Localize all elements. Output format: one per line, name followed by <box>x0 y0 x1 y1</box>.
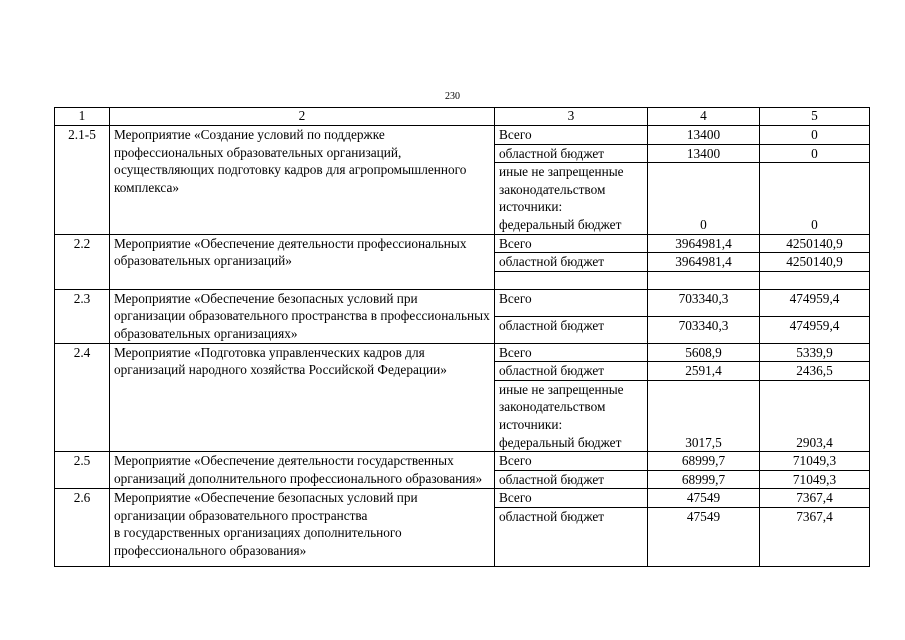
table-row <box>55 289 870 316</box>
value-col-4: 703340,3 <box>648 289 760 316</box>
value-col-4: 13400 <box>648 126 760 145</box>
value-col-4: 68999,7 <box>648 470 760 489</box>
funding-source: областной бюджет <box>495 316 648 343</box>
value-col-5: 7367,4 <box>760 489 870 508</box>
row-number: 2.4 <box>55 343 110 452</box>
measure-name: Мероприятие «Обеспечение деятельности профессиональных образовательных организаций» <box>110 234 495 289</box>
table-body <box>55 126 870 567</box>
value-col-5: 2903,4 <box>760 380 870 451</box>
header-col-2: 2 <box>110 108 495 126</box>
funding-source: Всего <box>495 489 648 508</box>
row-number: 2.6 <box>55 489 110 567</box>
funding-source: областной бюджет <box>495 362 648 381</box>
measure-name: Мероприятие «Подготовка управленческих кадров для организаций народного хозяйства Российской Федерации» <box>110 343 495 452</box>
value-col-5: 5339,9 <box>760 343 870 362</box>
funding-source: Всего <box>495 126 648 145</box>
budget-table <box>54 107 870 567</box>
table-row <box>55 343 870 362</box>
funding-source: областной бюджет <box>495 253 648 272</box>
value-col-5: 0 <box>760 126 870 145</box>
header-col-3: 3 <box>495 108 648 126</box>
value-col-5: 7367,4 <box>760 507 870 566</box>
value-col-5: 2436,5 <box>760 362 870 381</box>
measure-name: Мероприятие «Обеспечение безопасных условий при организации образовательного пространства в профессиональных образовательных организациях» <box>110 289 495 343</box>
row-number: 2.2 <box>55 234 110 289</box>
funding-source: областной бюджет <box>495 507 648 566</box>
table-row <box>55 126 870 145</box>
header-row <box>55 108 870 126</box>
empty-cell <box>495 271 648 289</box>
row-number: 2.5 <box>55 452 110 489</box>
header-col-5: 5 <box>760 108 870 126</box>
value-col-5: 0 <box>760 163 870 234</box>
value-col-4: 5608,9 <box>648 343 760 362</box>
row-number: 2.1-5 <box>55 126 110 235</box>
header-col-4: 4 <box>648 108 760 126</box>
value-col-5: 4250140,9 <box>760 253 870 272</box>
funding-source: областной бюджет <box>495 144 648 163</box>
header-col-1: 1 <box>55 108 110 126</box>
value-col-4: 47549 <box>648 489 760 508</box>
value-col-4: 3964981,4 <box>648 253 760 272</box>
value-col-4: 0 <box>648 163 760 234</box>
value-col-4: 68999,7 <box>648 452 760 471</box>
table-row <box>55 234 870 253</box>
value-col-4: 2591,4 <box>648 362 760 381</box>
funding-source: иные не запрещенные законодательством источники: федеральный бюджет <box>495 163 648 234</box>
row-number: 2.3 <box>55 289 110 343</box>
funding-source: Всего <box>495 343 648 362</box>
empty-cell <box>648 271 760 289</box>
value-col-4: 3017,5 <box>648 380 760 451</box>
empty-cell <box>760 271 870 289</box>
measure-name: Мероприятие «Обеспечение безопасных условий при организации образовательного пространства в государственных организациях дополнительного профессионального образования» <box>110 489 495 567</box>
funding-source: Всего <box>495 234 648 253</box>
measure-name: Мероприятие «Обеспечение деятельности государственных организаций дополнительного профессионального образования» <box>110 452 495 489</box>
table-row <box>55 489 870 508</box>
funding-source: Всего <box>495 289 648 316</box>
value-col-4: 3964981,4 <box>648 234 760 253</box>
value-col-5: 71049,3 <box>760 452 870 471</box>
value-col-5: 474959,4 <box>760 316 870 343</box>
value-col-5: 474959,4 <box>760 289 870 316</box>
value-col-4: 13400 <box>648 144 760 163</box>
funding-source: областной бюджет <box>495 470 648 489</box>
measure-name: Мероприятие «Создание условий по поддержке профессиональных образовательных организаций, осуществляющих подготовку кадров для агропромышленного комплекса» <box>110 126 495 235</box>
page-number: 230 <box>445 91 460 102</box>
value-col-4: 703340,3 <box>648 316 760 343</box>
value-col-5: 4250140,9 <box>760 234 870 253</box>
table-row <box>55 452 870 471</box>
value-col-5: 0 <box>760 144 870 163</box>
funding-source: иные не запрещенные законодательством источники: федеральный бюджет <box>495 380 648 451</box>
value-col-4: 47549 <box>648 507 760 566</box>
value-col-5: 71049,3 <box>760 470 870 489</box>
funding-source: Всего <box>495 452 648 471</box>
